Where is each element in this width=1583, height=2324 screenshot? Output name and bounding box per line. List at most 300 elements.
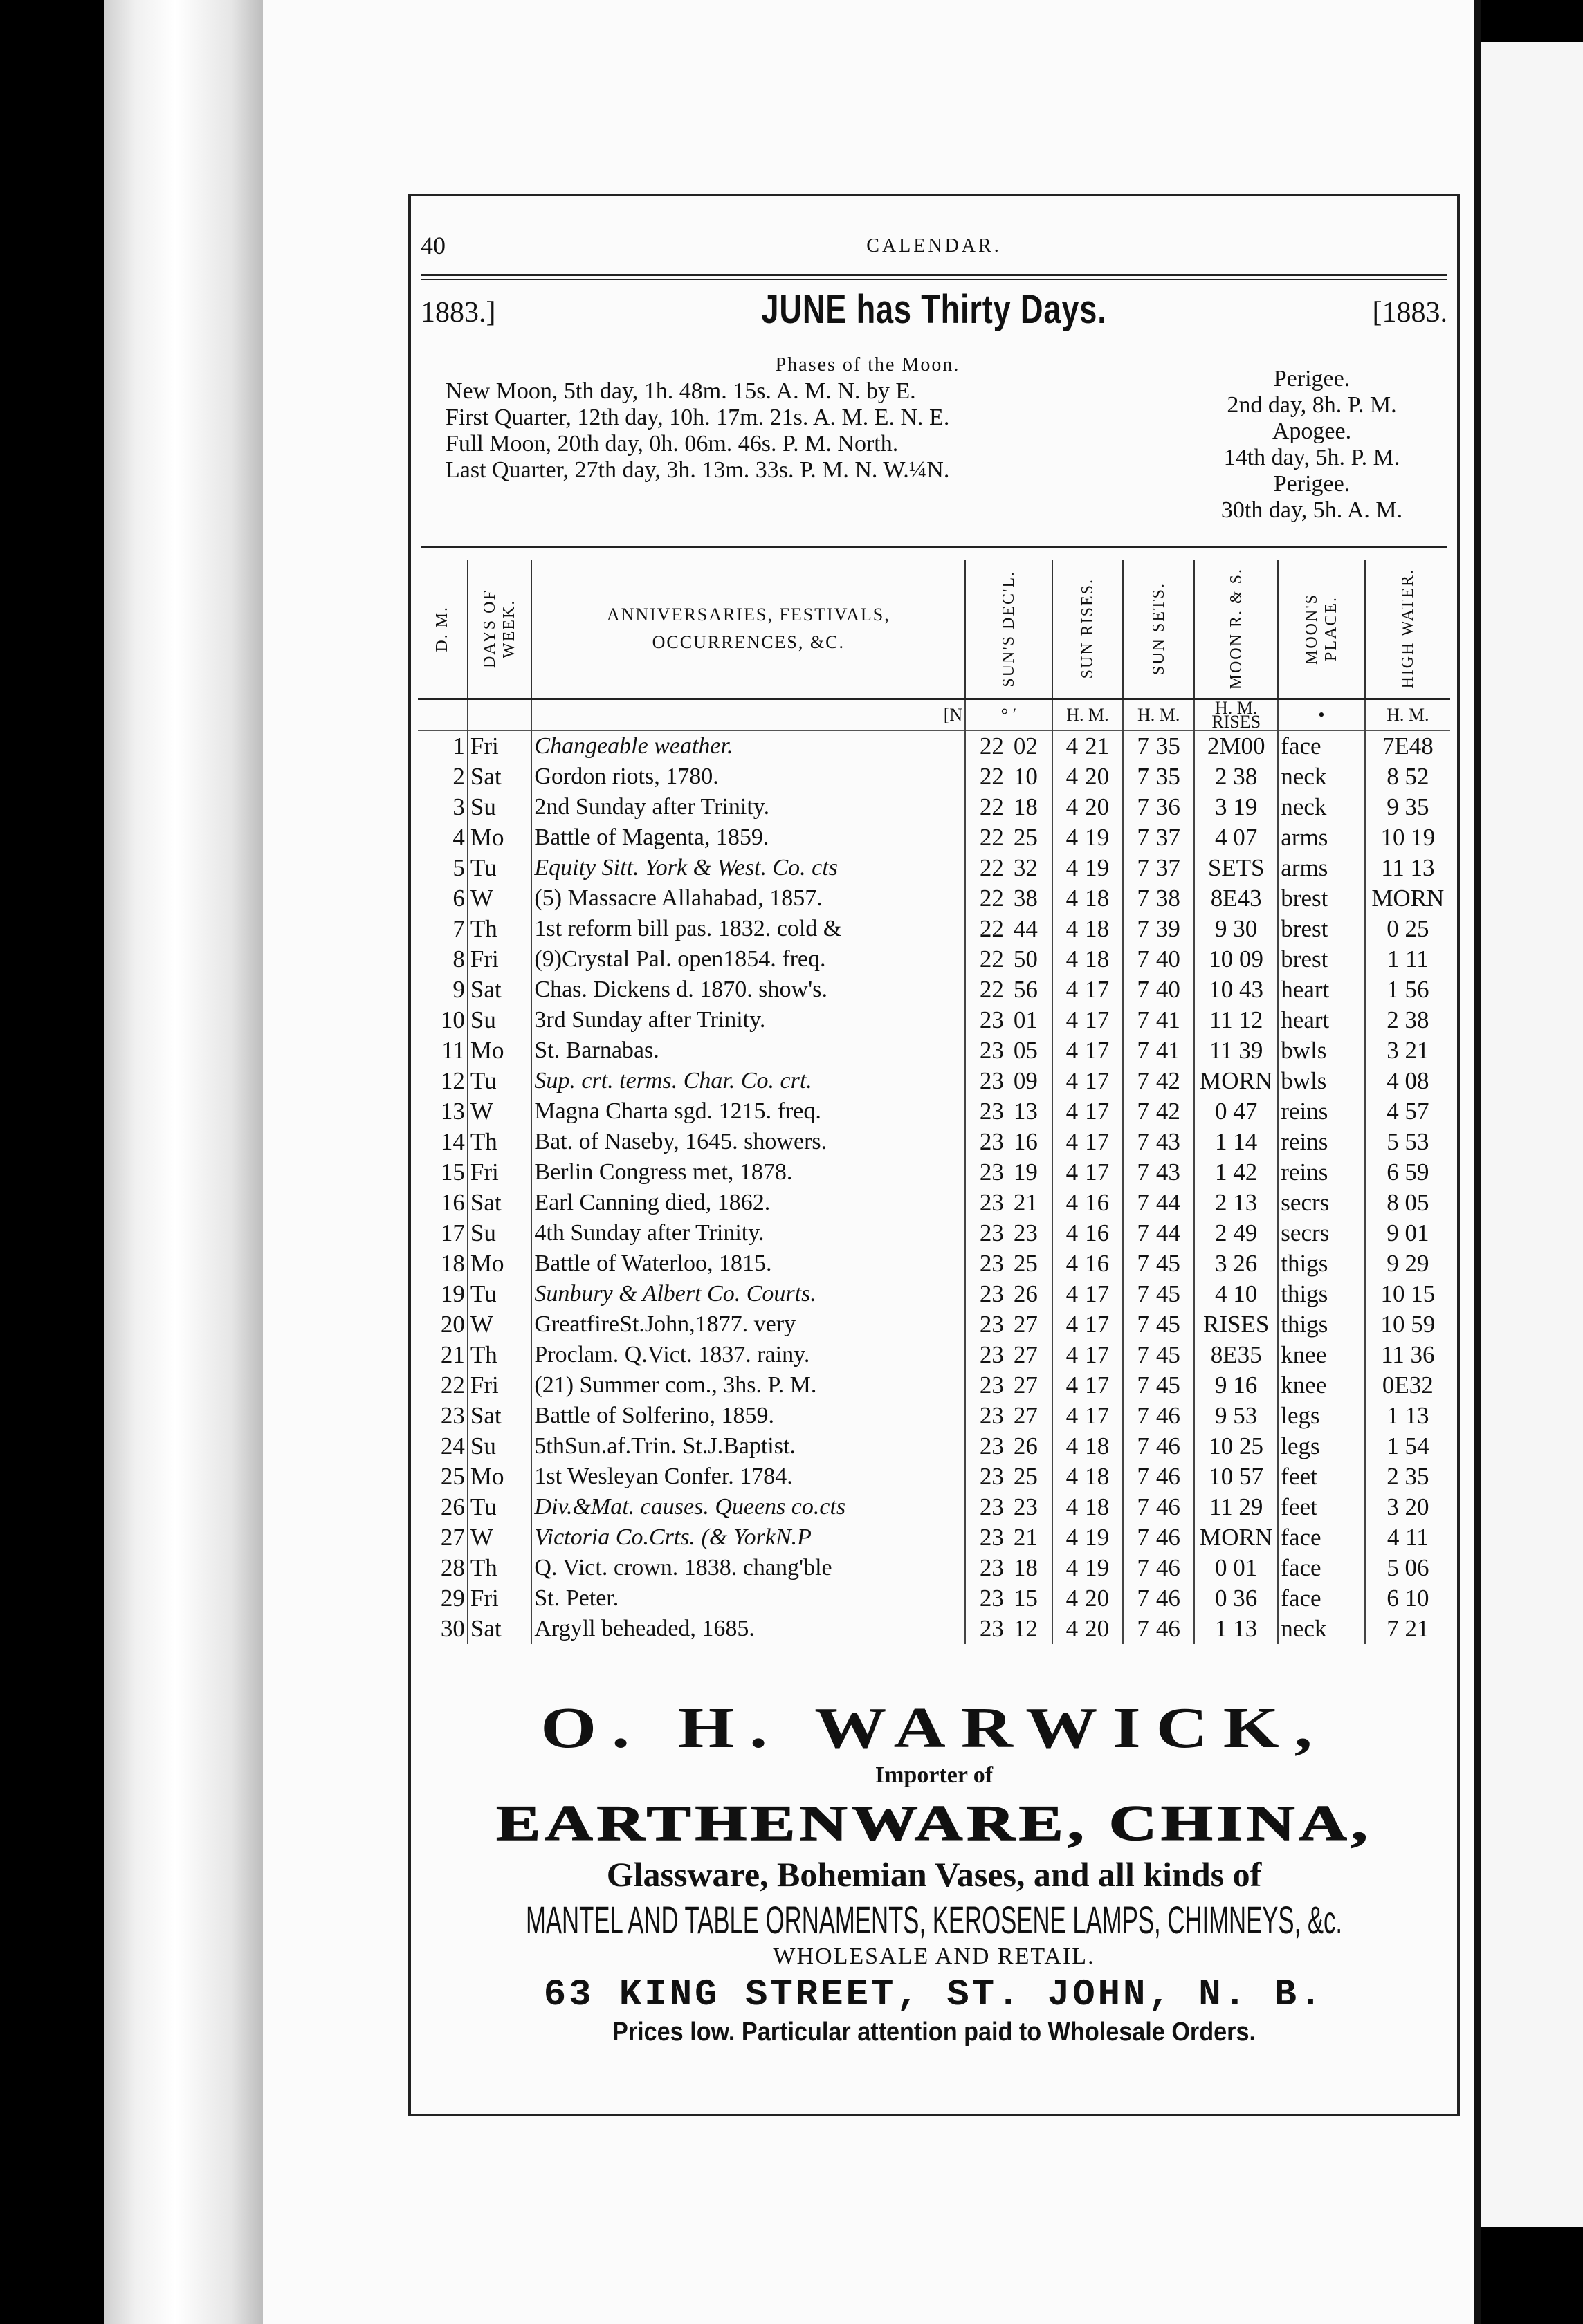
- day-of-month: 5: [418, 853, 468, 883]
- day-of-week: Tu: [468, 853, 531, 883]
- occurrence: Q. Vict. crown. 1838. chang'ble: [531, 1553, 965, 1583]
- month-title: JUNE has Thirty Days.: [761, 287, 1107, 332]
- high-water: 1 56: [1387, 976, 1429, 1003]
- set-minute: 46: [1155, 1615, 1180, 1642]
- decl-degrees: 23: [979, 1067, 1004, 1094]
- set-minute: 46: [1155, 1585, 1180, 1612]
- sun-rises: [1052, 1248, 1124, 1279]
- occurrence: Div.&Mat. causes. Queens co.cts: [531, 1492, 965, 1522]
- sun-sets: [1123, 1279, 1194, 1309]
- rise-minute: 18: [1085, 1432, 1110, 1459]
- calendar-row: [418, 822, 1450, 853]
- high-water: 10 59: [1380, 1311, 1436, 1338]
- day-of-week: Sat: [468, 762, 531, 792]
- sun-sets: [1123, 762, 1194, 792]
- decl-minutes: 05: [1013, 1037, 1038, 1064]
- sun-sets: [1123, 1066, 1194, 1096]
- calendar-row: [418, 1127, 1450, 1157]
- sun-rises: [1052, 1370, 1124, 1401]
- sun-declination: [965, 1340, 1052, 1370]
- day-of-month: 28: [418, 1553, 468, 1583]
- book-spine: [104, 0, 263, 2324]
- moon-rise-set: 9 30: [1194, 914, 1278, 944]
- day-of-month: 29: [418, 1583, 468, 1614]
- moon-place: heart: [1278, 1005, 1364, 1035]
- phase-line: Last Quarter, 27th day, 3h. 13m. 33s. P. M. N. W.¼N.: [446, 457, 950, 483]
- sun-sets: [1123, 731, 1194, 762]
- sun-declination: [965, 1005, 1052, 1035]
- moon-place: brest: [1278, 883, 1364, 914]
- rise-hour: 4: [1065, 824, 1079, 851]
- sun-declination: [965, 822, 1052, 853]
- day-of-month: 3: [418, 792, 468, 822]
- rise-minute: 17: [1085, 1037, 1110, 1064]
- set-hour: 7: [1137, 1493, 1149, 1520]
- occurrence: (5) Massacre Allahabad, 1857.: [531, 883, 965, 914]
- set-minute: 46: [1155, 1493, 1180, 1520]
- moon-rise-set: 10 09: [1194, 944, 1278, 975]
- moon-rise-set: 8E43: [1194, 883, 1278, 914]
- day-of-month: 14: [418, 1127, 468, 1157]
- occurrence: (21) Summer com., 3hs. P. M.: [531, 1370, 965, 1401]
- day-of-month: 6: [418, 883, 468, 914]
- set-hour: 7: [1137, 1219, 1149, 1246]
- occurrence: Earl Canning died, 1862.: [531, 1188, 965, 1218]
- unit-cell: •: [1278, 699, 1364, 731]
- decl-minutes: 02: [1013, 732, 1038, 759]
- set-hour: 7: [1137, 1341, 1149, 1368]
- sun-declination: [965, 1096, 1052, 1127]
- year-left: 1883.]: [421, 297, 496, 329]
- day-of-week: W: [468, 1309, 531, 1340]
- moon-rise-set: 1 13: [1194, 1614, 1278, 1644]
- sun-sets: [1123, 1553, 1194, 1583]
- high-water: 4 11: [1387, 1524, 1429, 1551]
- moon-place: brest: [1278, 914, 1364, 944]
- day-of-month: 10: [418, 1005, 468, 1035]
- high-water: 1 54: [1387, 1432, 1429, 1459]
- calendar-row: [418, 792, 1450, 822]
- sun-sets: [1123, 1188, 1194, 1218]
- sun-declination: [965, 853, 1052, 883]
- decl-minutes: 44: [1013, 915, 1038, 942]
- sun-rises: [1052, 944, 1124, 975]
- moon-place: thigs: [1278, 1279, 1364, 1309]
- set-hour: 7: [1137, 1250, 1149, 1277]
- decl-minutes: 25: [1013, 1250, 1038, 1277]
- decl-degrees: 23: [979, 1219, 1004, 1246]
- rise-hour: 4: [1065, 1250, 1079, 1277]
- moon-place: knee: [1278, 1340, 1364, 1370]
- day-of-week: Tu: [468, 1279, 531, 1309]
- decl-degrees: 23: [979, 1402, 1004, 1429]
- occurrence: 1st Wesleyan Confer. 1784.: [531, 1461, 965, 1492]
- set-minute: 45: [1155, 1341, 1180, 1368]
- calendar-row: [418, 1066, 1450, 1096]
- day-of-week: Sat: [468, 1188, 531, 1218]
- rise-minute: 18: [1085, 1493, 1110, 1520]
- moon-place: arms: [1278, 853, 1364, 883]
- set-hour: 7: [1137, 1311, 1149, 1338]
- set-hour: 7: [1137, 1585, 1149, 1612]
- high-water: 10 19: [1380, 824, 1436, 851]
- ad-prices: Prices low. Particular attention paid to Wholesale Orders.: [612, 2018, 1256, 2047]
- moon-place: face: [1278, 1553, 1364, 1583]
- month-title-row: [421, 286, 1447, 335]
- sun-sets: [1123, 1218, 1194, 1248]
- rise-hour: 4: [1065, 915, 1079, 942]
- high-water: 1 13: [1387, 1402, 1429, 1429]
- day-of-month: 2: [418, 762, 468, 792]
- moon-rise-set: 3 26: [1194, 1248, 1278, 1279]
- rise-minute: 20: [1085, 793, 1110, 820]
- rise-hour: 4: [1065, 1615, 1079, 1642]
- rise-hour: 4: [1065, 732, 1079, 759]
- set-hour: 7: [1137, 1037, 1149, 1064]
- occurrence: 5thSun.af.Trin. St.J.Baptist.: [531, 1431, 965, 1461]
- moon-place: brest: [1278, 944, 1364, 975]
- sun-sets: [1123, 914, 1194, 944]
- day-of-month: 1: [418, 731, 468, 762]
- decl-degrees: 23: [979, 1615, 1004, 1642]
- occurrence: St. Barnabas.: [531, 1035, 965, 1066]
- sun-declination: [965, 1035, 1052, 1066]
- moon-rise-set: 4 07: [1194, 822, 1278, 853]
- set-minute: 45: [1155, 1311, 1180, 1338]
- decl-degrees: 23: [979, 1098, 1004, 1125]
- unit-cell: H. M.: [1365, 699, 1450, 731]
- sun-sets: [1123, 822, 1194, 853]
- occurrence: Battle of Solferino, 1859.: [531, 1401, 965, 1431]
- moon-place: thigs: [1278, 1248, 1364, 1279]
- set-minute: 45: [1155, 1250, 1180, 1277]
- sun-declination: [965, 762, 1052, 792]
- sun-declination: [965, 1309, 1052, 1340]
- phase-line: New Moon, 5th day, 1h. 48m. 15s. A. M. N. by E.: [446, 378, 916, 404]
- occurrence: Chas. Dickens d. 1870. show's.: [531, 975, 965, 1005]
- unit-cell: H. M.: [1052, 699, 1124, 731]
- day-of-month: 18: [418, 1248, 468, 1279]
- high-water: 5 53: [1387, 1128, 1429, 1155]
- sun-declination: [965, 731, 1052, 762]
- sun-rises: [1052, 914, 1124, 944]
- decl-minutes: 56: [1013, 976, 1038, 1003]
- high-water: 10 15: [1380, 1280, 1436, 1307]
- moon-place: secrs: [1278, 1188, 1364, 1218]
- set-hour: 7: [1137, 824, 1149, 851]
- day-of-month: 11: [418, 1035, 468, 1066]
- set-hour: 7: [1137, 885, 1149, 912]
- moon-place: feet: [1278, 1492, 1364, 1522]
- ad-address: 63 KING STREET, ST. JOHN, N. B.: [543, 1974, 1325, 2016]
- moon-rise-set: 1 42: [1194, 1157, 1278, 1188]
- day-of-week: Su: [468, 1431, 531, 1461]
- decl-minutes: 32: [1013, 854, 1038, 881]
- day-of-month: 19: [418, 1279, 468, 1309]
- set-minute: 45: [1155, 1280, 1180, 1307]
- rise-hour: 4: [1065, 1280, 1079, 1307]
- day-of-week: Mo: [468, 822, 531, 853]
- sun-declination: [965, 1431, 1052, 1461]
- rise-hour: 4: [1065, 854, 1079, 881]
- set-minute: 40: [1155, 976, 1180, 1003]
- day-of-week: Fri: [468, 1370, 531, 1401]
- day-of-week: Su: [468, 792, 531, 822]
- set-hour: 7: [1137, 1432, 1149, 1459]
- set-minute: 46: [1155, 1524, 1180, 1551]
- decl-minutes: 27: [1013, 1311, 1038, 1338]
- calendar-row: [418, 1340, 1450, 1370]
- set-minute: 42: [1155, 1067, 1180, 1094]
- decl-minutes: 38: [1013, 885, 1038, 912]
- occurrence: 4th Sunday after Trinity.: [531, 1218, 965, 1248]
- sun-rises: [1052, 1401, 1124, 1431]
- col-moon-rs: MOON R. & S.: [1194, 560, 1278, 699]
- sun-declination: [965, 914, 1052, 944]
- set-hour: 7: [1137, 763, 1149, 790]
- moon-place: neck: [1278, 762, 1364, 792]
- sun-declination: [965, 1614, 1052, 1644]
- decl-degrees: 23: [979, 1432, 1004, 1459]
- day-of-week: W: [468, 1522, 531, 1553]
- sun-sets: [1123, 1431, 1194, 1461]
- sun-sets: [1123, 1370, 1194, 1401]
- high-water: 8 52: [1387, 763, 1429, 790]
- set-hour: 7: [1137, 793, 1149, 820]
- day-of-week: Th: [468, 914, 531, 944]
- day-of-week: W: [468, 1096, 531, 1127]
- day-of-month: 16: [418, 1188, 468, 1218]
- decl-degrees: 23: [979, 1372, 1004, 1399]
- rise-hour: 4: [1065, 1098, 1079, 1125]
- day-of-month: 27: [418, 1522, 468, 1553]
- high-water: 9 35: [1387, 793, 1429, 820]
- set-hour: 7: [1137, 976, 1149, 1003]
- occurrence: Victoria Co.Crts. (& YorkN.P: [531, 1522, 965, 1553]
- set-minute: 38: [1155, 885, 1180, 912]
- rise-hour: 4: [1065, 1554, 1079, 1581]
- calendar-row: [418, 1279, 1450, 1309]
- sun-rises: [1052, 1127, 1124, 1157]
- moon-rise-set: 0 01: [1194, 1553, 1278, 1583]
- decl-degrees: 22: [979, 763, 1004, 790]
- day-of-week: Sat: [468, 1401, 531, 1431]
- set-hour: 7: [1137, 1372, 1149, 1399]
- decl-degrees: 22: [979, 976, 1004, 1003]
- day-of-week: Th: [468, 1340, 531, 1370]
- moon-place: legs: [1278, 1431, 1364, 1461]
- rise-minute: 18: [1085, 915, 1110, 942]
- set-hour: 7: [1137, 915, 1149, 942]
- occurrence: Bat. of Naseby, 1645. showers.: [531, 1127, 965, 1157]
- high-water: 6 59: [1387, 1159, 1429, 1186]
- rise-minute: 17: [1085, 1280, 1110, 1307]
- day-of-week: Su: [468, 1218, 531, 1248]
- rise-minute: 19: [1085, 824, 1110, 851]
- set-minute: 42: [1155, 1098, 1180, 1125]
- calendar-row: [418, 1370, 1450, 1401]
- sun-rises: [1052, 822, 1124, 853]
- sun-rises: [1052, 1553, 1124, 1583]
- calendar-body: [418, 731, 1450, 1645]
- day-of-week: W: [468, 883, 531, 914]
- sun-rises: [1052, 1309, 1124, 1340]
- sun-declination: [965, 1157, 1052, 1188]
- sun-declination: [965, 1188, 1052, 1218]
- decl-degrees: 23: [979, 1006, 1004, 1033]
- rise-minute: 19: [1085, 854, 1110, 881]
- moon-rise-set: 4 10: [1194, 1279, 1278, 1309]
- calendar-row: [418, 883, 1450, 914]
- moon-place: secrs: [1278, 1218, 1364, 1248]
- decl-degrees: 23: [979, 1585, 1004, 1612]
- set-hour: 7: [1137, 1615, 1149, 1642]
- page-frame: [408, 194, 1460, 2116]
- set-hour: 7: [1137, 1067, 1149, 1094]
- moon-phases-heading: Phases of the Moon.: [775, 354, 960, 376]
- high-water: 5 06: [1387, 1554, 1429, 1581]
- sun-rises: [1052, 762, 1124, 792]
- sun-rises: [1052, 792, 1124, 822]
- sun-declination: [965, 1279, 1052, 1309]
- set-minute: 35: [1155, 732, 1180, 759]
- ad-glassware: Glassware, Bohemian Vases, and all kinds of: [606, 1855, 1262, 1894]
- set-minute: 37: [1155, 854, 1180, 881]
- calendar-table: [418, 560, 1450, 1644]
- moon-rise-set: 0 36: [1194, 1583, 1278, 1614]
- decl-minutes: 16: [1013, 1128, 1038, 1155]
- decl-minutes: 18: [1013, 1554, 1038, 1581]
- day-of-week: Tu: [468, 1492, 531, 1522]
- rise-minute: 18: [1085, 885, 1110, 912]
- set-minute: 36: [1155, 793, 1180, 820]
- rise-hour: 4: [1065, 1006, 1079, 1033]
- unit-cell: H. M.: [1123, 699, 1194, 731]
- page-number: 40: [421, 232, 446, 259]
- day-of-month: 12: [418, 1066, 468, 1096]
- rise-hour: 4: [1065, 1311, 1079, 1338]
- set-minute: 46: [1155, 1554, 1180, 1581]
- moon-rise-set: MORN: [1194, 1066, 1278, 1096]
- decl-minutes: 15: [1013, 1585, 1038, 1612]
- sun-sets: [1123, 1127, 1194, 1157]
- decl-degrees: 23: [979, 1037, 1004, 1064]
- set-minute: 37: [1155, 824, 1180, 851]
- day-of-month: 22: [418, 1370, 468, 1401]
- moon-place: face: [1278, 1522, 1364, 1553]
- high-water: 0E32: [1382, 1372, 1434, 1399]
- calendar-row: [418, 1035, 1450, 1066]
- day-of-month: 13: [418, 1096, 468, 1127]
- year-right: [1883.: [1372, 297, 1447, 329]
- calendar-row: [418, 1309, 1450, 1340]
- high-water: 1 11: [1387, 946, 1429, 972]
- decl-degrees: 22: [979, 824, 1004, 851]
- decl-degrees: 23: [979, 1493, 1004, 1520]
- sun-sets: [1123, 975, 1194, 1005]
- high-water: 3 20: [1387, 1493, 1429, 1520]
- calendar-row: [418, 1461, 1450, 1492]
- rise-minute: 17: [1085, 1067, 1110, 1094]
- set-minute: 46: [1155, 1463, 1180, 1490]
- occurrence: 3rd Sunday after Trinity.: [531, 1005, 965, 1035]
- decl-minutes: 27: [1013, 1402, 1038, 1429]
- calendar-row: [418, 1188, 1450, 1218]
- occurrence: Proclam. Q.Vict. 1837. rainy.: [531, 1340, 965, 1370]
- decl-minutes: 19: [1013, 1159, 1038, 1186]
- decl-degrees: 23: [979, 1341, 1004, 1368]
- sun-sets: [1123, 1035, 1194, 1066]
- decl-degrees: 23: [979, 1250, 1004, 1277]
- perigee-line: 2nd day, 8h. P. M.: [1227, 392, 1397, 418]
- moon-place: knee: [1278, 1370, 1364, 1401]
- moon-place: bwls: [1278, 1066, 1364, 1096]
- decl-degrees: 23: [979, 1463, 1004, 1490]
- sun-declination: [965, 792, 1052, 822]
- high-water: 3 21: [1387, 1037, 1429, 1064]
- sun-declination: [965, 1401, 1052, 1431]
- high-water: 2 35: [1387, 1463, 1429, 1490]
- calendar-row: [418, 731, 1450, 762]
- high-water: 11 13: [1381, 854, 1435, 881]
- sun-sets: [1123, 1340, 1194, 1370]
- moon-place: legs: [1278, 1401, 1364, 1431]
- set-minute: 35: [1155, 763, 1180, 790]
- high-water: 9 01: [1387, 1219, 1429, 1246]
- set-hour: 7: [1137, 854, 1149, 881]
- moon-place: feet: [1278, 1461, 1364, 1492]
- high-water: 11 36: [1381, 1341, 1435, 1368]
- rise-hour: 4: [1065, 1493, 1079, 1520]
- day-of-month: 15: [418, 1157, 468, 1188]
- calendar-row: [418, 975, 1450, 1005]
- sun-declination: [965, 1127, 1052, 1157]
- day-of-month: 25: [418, 1461, 468, 1492]
- rise-minute: 17: [1085, 1098, 1110, 1125]
- sun-sets: [1123, 1461, 1194, 1492]
- moon-rise-set: 8E35: [1194, 1340, 1278, 1370]
- rise-minute: 17: [1085, 1006, 1110, 1033]
- decl-degrees: 22: [979, 946, 1004, 972]
- day-of-week: Th: [468, 1553, 531, 1583]
- day-of-month: 20: [418, 1309, 468, 1340]
- high-water: 6 10: [1387, 1585, 1429, 1612]
- sun-sets: [1123, 1005, 1194, 1035]
- decl-minutes: 13: [1013, 1098, 1038, 1125]
- day-of-month: 26: [418, 1492, 468, 1522]
- sun-rises: [1052, 1035, 1124, 1066]
- moon-place: reins: [1278, 1127, 1364, 1157]
- decl-minutes: 21: [1013, 1189, 1038, 1216]
- set-hour: 7: [1137, 732, 1149, 759]
- moon-rise-set: 9 16: [1194, 1370, 1278, 1401]
- decl-degrees: 22: [979, 854, 1004, 881]
- rise-minute: 21: [1085, 732, 1110, 759]
- sun-declination: [965, 1248, 1052, 1279]
- sun-rises: [1052, 883, 1124, 914]
- set-minute: 45: [1155, 1372, 1180, 1399]
- sun-declination: [965, 1218, 1052, 1248]
- sun-rises: [1052, 1522, 1124, 1553]
- moon-place: face: [1278, 1583, 1364, 1614]
- moon-rise-set: 10 57: [1194, 1461, 1278, 1492]
- moon-rise-set: SETS: [1194, 853, 1278, 883]
- occurrence: Battle of Waterloo, 1815.: [531, 1248, 965, 1279]
- decl-minutes: 10: [1013, 763, 1038, 790]
- day-of-week: Th: [468, 1127, 531, 1157]
- occurrence: 2nd Sunday after Trinity.: [531, 792, 965, 822]
- decl-minutes: 26: [1013, 1280, 1038, 1307]
